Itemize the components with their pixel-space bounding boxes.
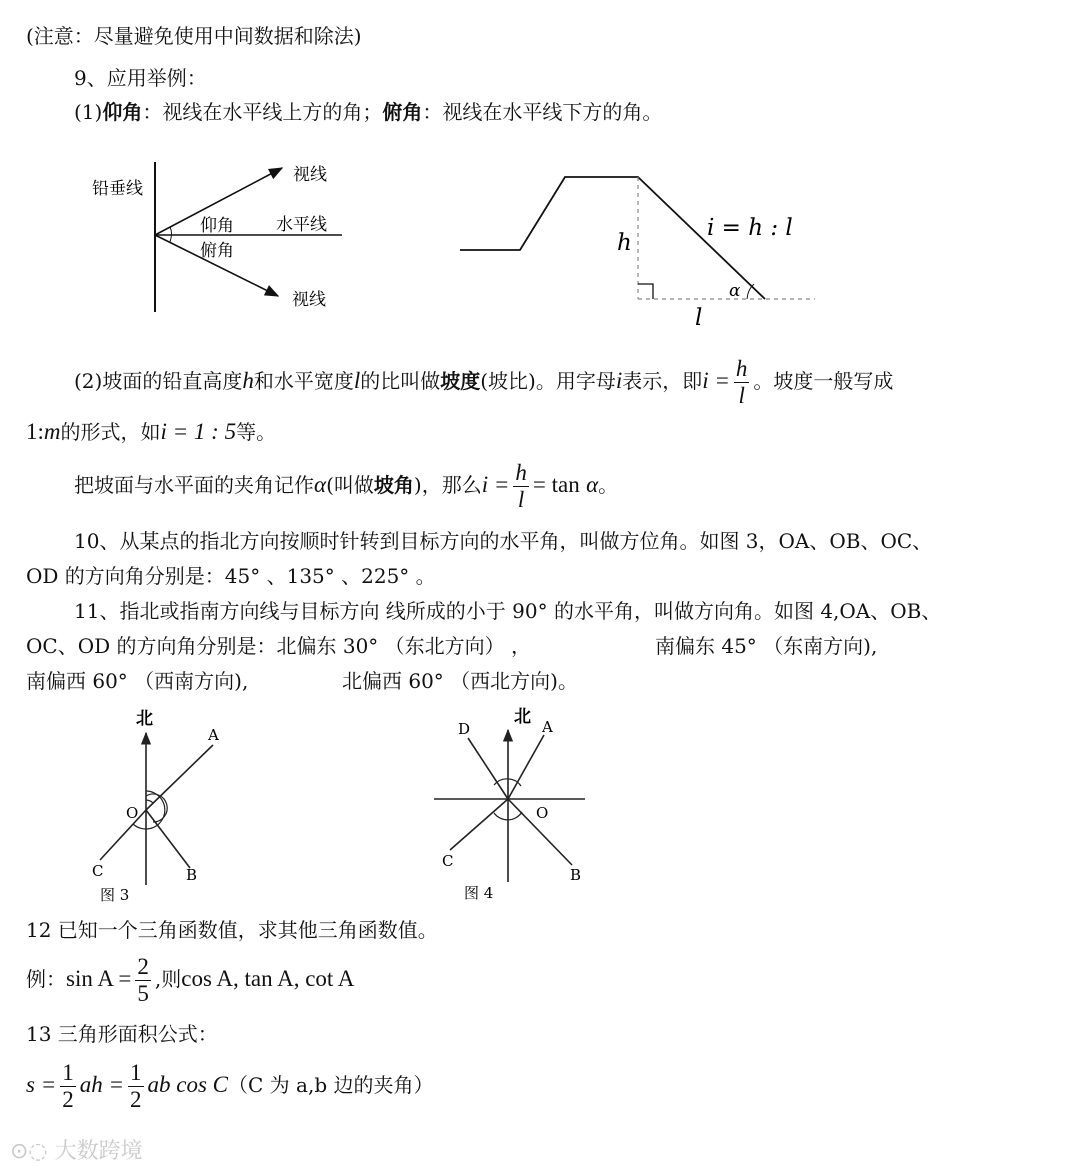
item10-line2: OD 的方向角分别是：45° 、135° 、225° 。 bbox=[26, 564, 436, 588]
area-fraction-1 bbox=[60, 1060, 76, 1113]
slope-term: 坡度 bbox=[440, 369, 481, 393]
slope-line2-text: 的形式，如 bbox=[60, 420, 161, 444]
figure-4-direction bbox=[430, 700, 595, 905]
area-fraction-2-numerator: 1 bbox=[130, 1060, 142, 1085]
point-a-label: A bbox=[208, 726, 219, 744]
sin-fraction-denominator: 5 bbox=[137, 981, 149, 1006]
slope-h: h bbox=[242, 368, 254, 393]
angle-fraction-numerator: h bbox=[515, 460, 527, 485]
area-ab-cos-c: ab cos C bbox=[147, 1072, 229, 1097]
item11-line1: 11、指北或指南方向线与目标方向 线所成的小于 90° 的水平角，叫做方向角。如图 4,OA、OB、 bbox=[74, 599, 942, 623]
slope-fraction bbox=[734, 356, 750, 409]
angle-tan: = tan bbox=[532, 472, 580, 497]
slope-angle-line bbox=[74, 456, 618, 514]
slope-formula: i = h : l bbox=[707, 215, 793, 241]
slope-i: i bbox=[615, 368, 623, 393]
item11-line2b: 南偏东 45° （东南方向), bbox=[655, 634, 878, 658]
item13-heading: 13 三角形面积公式： bbox=[26, 1022, 218, 1046]
angle-term: 坡角 bbox=[373, 473, 414, 497]
plumb-label: 铅垂线 bbox=[92, 179, 143, 199]
slope-i-eq: i = bbox=[702, 368, 730, 393]
slope-fraction-numerator: h bbox=[735, 356, 748, 381]
depression-definition: ：视线在水平线下方的角。 bbox=[422, 100, 663, 124]
sin-fraction bbox=[135, 954, 151, 1007]
right-angle-mark bbox=[638, 284, 653, 299]
item11-line2a: OC、OD 的方向角分别是：北偏东 30° （东北方向） ， bbox=[26, 634, 532, 658]
north-label: 北 bbox=[514, 707, 531, 727]
point-b-label: B bbox=[570, 866, 582, 884]
slope-l: l bbox=[353, 368, 361, 393]
elevation-label: 仰角 bbox=[200, 216, 234, 236]
item9-heading: 9、应用举例： bbox=[74, 66, 207, 90]
slope-m: m bbox=[43, 419, 61, 444]
area-fraction-2-denominator: 2 bbox=[130, 1087, 142, 1112]
area-fraction-1-denominator: 2 bbox=[62, 1087, 74, 1112]
ray-oa bbox=[508, 735, 544, 799]
item11-line3b: 北偏西 60° （西北方向)。 bbox=[342, 669, 578, 693]
watermark-text: 大数跨境 bbox=[54, 1139, 143, 1164]
angle-alpha2: α bbox=[586, 472, 599, 497]
item9-line1 bbox=[74, 98, 662, 126]
slope-text2: 和水平宽度 bbox=[253, 369, 354, 393]
slope-text6: 。坡度一般写成 bbox=[753, 369, 894, 393]
elevation-definition: ：视线在水平线上方的角； bbox=[142, 100, 383, 124]
slope-ratio-prefix: 1: bbox=[26, 419, 44, 444]
angle-text2: (叫做 bbox=[326, 473, 374, 497]
figure-slope bbox=[455, 160, 825, 335]
area-fraction-2 bbox=[128, 1060, 144, 1113]
origin-label: O bbox=[126, 804, 139, 822]
depression-label: 俯角 bbox=[200, 241, 234, 261]
slope-fraction-denominator: l bbox=[738, 383, 745, 408]
figure-3-bearing bbox=[80, 700, 260, 910]
example-then: ,则 bbox=[154, 967, 182, 991]
sight-bottom-label: 视线 bbox=[292, 290, 326, 310]
area-note: （C 为 a,b 边的夹角） bbox=[228, 1073, 434, 1097]
ray-oa bbox=[146, 745, 213, 810]
ray-od bbox=[468, 738, 508, 799]
point-b-label: B bbox=[186, 866, 198, 884]
point-d-label: D bbox=[458, 720, 471, 738]
width-label: l bbox=[695, 305, 703, 331]
watermark bbox=[10, 1134, 143, 1165]
depression-term: 俯角 bbox=[382, 100, 423, 124]
area-ah: ah = bbox=[79, 1072, 125, 1097]
sin-fraction-numerator: 2 bbox=[137, 954, 149, 979]
slope-definition-line2 bbox=[26, 418, 276, 446]
figure-4-caption: 图 4 bbox=[464, 884, 494, 902]
figure-elevation-depression bbox=[80, 150, 370, 320]
horizontal-label: 水平线 bbox=[276, 215, 327, 235]
elevation-term: 仰角 bbox=[102, 100, 143, 124]
slope-text1: (2)坡面的铅直高度 bbox=[74, 369, 243, 393]
angle-fraction-denominator: l bbox=[517, 487, 525, 512]
ray-oc bbox=[100, 810, 146, 860]
item12-example bbox=[26, 950, 354, 1008]
slope-text3: 的比叫做 bbox=[360, 369, 441, 393]
point-c-label: C bbox=[92, 862, 104, 880]
example-targets: cos A, tan A, cot A bbox=[181, 966, 355, 991]
angle-text3: )，那么 bbox=[413, 473, 482, 497]
area-s: s = bbox=[26, 1072, 57, 1097]
figure-3-caption: 图 3 bbox=[100, 886, 130, 904]
slope-definition-line1 bbox=[74, 352, 893, 410]
angle-end: 。 bbox=[598, 473, 619, 497]
area-fraction-1-numerator: 1 bbox=[62, 1060, 74, 1085]
angle-alpha: α bbox=[314, 472, 327, 497]
height-label: h bbox=[617, 230, 632, 256]
item11-line3a: 南偏西 60° （西南方向), bbox=[26, 669, 249, 693]
watermark-logo-icon: ⊙◌ bbox=[10, 1139, 48, 1164]
ray-ob bbox=[146, 810, 190, 868]
north-label: 北 bbox=[136, 709, 153, 729]
angle-text1: 把坡面与水平面的夹角记作 bbox=[74, 473, 314, 497]
point-a-label: A bbox=[542, 718, 553, 736]
angle-fraction bbox=[513, 460, 529, 513]
alpha-label: α bbox=[729, 281, 741, 301]
angle-i-eq: i = bbox=[481, 472, 510, 497]
item9-prefix: (1) bbox=[74, 100, 103, 124]
sin-a-expression: sin A = bbox=[66, 966, 132, 991]
slope-example: i = 1 : 5 bbox=[160, 419, 237, 444]
sight-top-label: 视线 bbox=[293, 165, 327, 185]
example-label: 例： bbox=[26, 967, 66, 991]
ray-oc bbox=[450, 799, 508, 850]
angle-arc-45 bbox=[146, 800, 153, 803]
item10-line1: 10、从某点的指北方向按顺时针转到目标方向的水平角，叫做方位角。如图 3，OA、OB、OC、 bbox=[74, 529, 933, 553]
note-line: (注意：尽量避免使用中间数据和除法) bbox=[26, 24, 362, 48]
point-c-label: C bbox=[442, 852, 454, 870]
item13-formula bbox=[26, 1056, 433, 1114]
slope-line2-end: 等。 bbox=[236, 420, 277, 444]
origin-label: O bbox=[536, 804, 549, 822]
item12-heading: 12 已知一个三角函数值，求其他三角函数值。 bbox=[26, 918, 438, 942]
slope-text4: (坡比)。用字母 bbox=[480, 369, 616, 393]
slope-text5: 表示，即 bbox=[622, 369, 703, 393]
